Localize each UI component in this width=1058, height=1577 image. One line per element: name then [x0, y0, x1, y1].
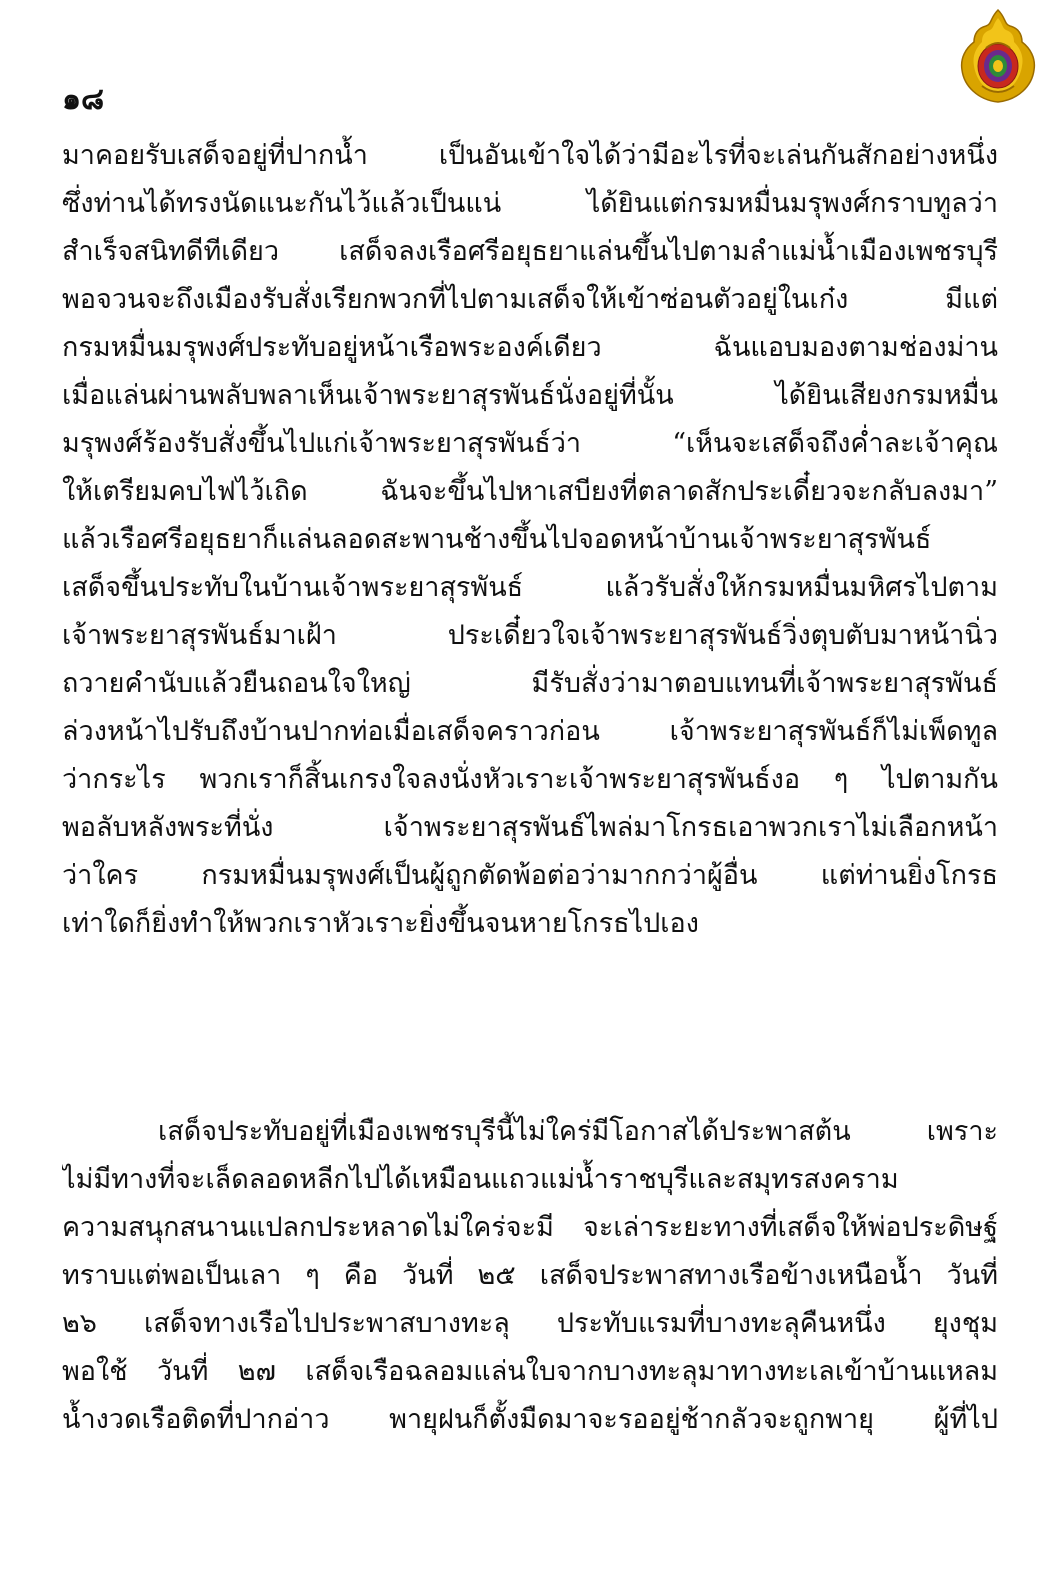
text-line: พอจวนจะถึงเมืองรับสั่งเรียกพวกที่ไปตามเสด็จให้เข้าซ่อนตัวอยู่ในเก๋ง มีแต่	[62, 284, 998, 315]
text-line: ล่วงหน้าไปรับถึงบ้านปากท่อเมื่อเสด็จคราวก่อน เจ้าพระยาสุรพันธ์ก็ไม่เพ็ดทูล	[62, 716, 998, 747]
text-line: เท่าใดก็ยิ่งทำให้พวกเราหัวเราะยิ่งขึ้นจนหายโกรธไปเอง	[62, 908, 699, 939]
paragraph-2	[62, 1108, 998, 1444]
text-line: มาคอยรับเสด็จอยู่ที่ปากน้ำ เป็นอันเข้าใจได้ว่ามีอะไรที่จะเล่นกันสักอย่างหนึ่ง	[62, 140, 998, 171]
page-number: ๑๘	[62, 82, 105, 117]
paragraph-1	[62, 132, 998, 948]
text-line: เสด็จขึ้นประทับในบ้านเจ้าพระยาสุรพันธ์ แล้วรับสั่งให้กรมหมื่นมหิศรไปตาม	[62, 572, 998, 603]
text-line: มรุพงศ์ร้องรับสั่งขึ้นไปแก่เจ้าพระยาสุรพันธ์ว่า “เห็นจะเสด็จถึงค่ำละเจ้าคุณ	[62, 428, 998, 459]
text-line: เสด็จประทับอยู่ที่เมืองเพชรบุรีนี้ไม่ใคร่มีโอกาสได้ประพาสต้น เพราะ	[158, 1116, 998, 1147]
text-line: กรมหมื่นมรุพงศ์ประทับอยู่หน้าเรือพระองค์เดียว ฉันแอบมองตามช่องม่าน	[62, 332, 998, 363]
text-line: เจ้าพระยาสุรพันธ์มาเฝ้า ประเดี๋ยวใจเจ้าพระยาสุรพันธ์วิ่งตุบตับมาหน้านิ่ว	[62, 620, 998, 651]
text-line: ถวายคำนับแล้วยืนถอนใจใหญ่ มีรับสั่งว่ามาตอบแทนที่เจ้าพระยาสุรพันธ์	[62, 668, 998, 699]
text-line: ไม่มีทางที่จะเล็ดลอดหลีกไปได้เหมือนแถวแม่น้ำราชบุรีและสมุทรสงคราม	[62, 1164, 899, 1195]
text-line: ๒๖ เสด็จทางเรือไปประพาสบางทะลุ ประทับแรมที่บางทะลุคืนหนึ่ง ยุงชุม	[62, 1308, 998, 1339]
text-line: พอใช้ วันที่ ๒๗ เสด็จเรือฉลอมแล่นใบจากบางทะลุมาทางทะเลเข้าบ้านแหลม	[62, 1356, 998, 1387]
text-line: ว่าใคร กรมหมื่นมรุพงศ์เป็นผู้ถูกตัดพ้อต่อว่ามากกว่าผู้อื่น แต่ท่านยิ่งโกรธ	[62, 860, 998, 891]
text-line: พอลับหลังพระที่นั่ง เจ้าพระยาสุรพันธ์ไพล่มาโกรธเอาพวกเราไม่เลือกหน้า	[62, 812, 998, 843]
text-line: ให้เตรียมคบไฟไว้เถิด ฉันจะขึ้นไปหาเสบียงที่ตลาดสักประเดี๋ยวจะกลับลงมา”	[62, 476, 998, 507]
text-line: สำเร็จสนิทดีทีเดียว เสด็จลงเรือศรีอยุธยาแล่นขึ้นไปตามลำแม่น้ำเมืองเพชรบุรี	[62, 236, 998, 267]
text-line: ซึ่งท่านได้ทรงนัดแนะกันไว้แล้วเป็นแน่ ได้ยินแต่กรมหมื่นมรุพงศ์กราบทูลว่า	[62, 188, 998, 219]
text-line: ว่ากระไร พวกเราก็สิ้นเกรงใจลงนั่งหัวเราะเจ้าพระยาสุรพันธ์งอ ๆ ไปตามกัน	[62, 764, 998, 795]
text-line: เมื่อแล่นผ่านพลับพลาเห็นเจ้าพระยาสุรพันธ์นั่งอยู่ที่นั้น ได้ยินเสียงกรมหมื่น	[62, 380, 998, 411]
text-line: ความสนุกสนานแปลกประหลาดไม่ใคร่จะมี จะเล่าระยะทางที่เสด็จให้พ่อประดิษฐ์	[62, 1212, 998, 1243]
text-line: น้ำงวดเรือติดที่ปากอ่าว พายุฝนก็ตั้งมืดมาจะรออยู่ช้ากลัวจะถูกพายุ ผู้ที่ไป	[62, 1404, 998, 1435]
thai-government-seal-icon	[956, 8, 1040, 104]
text-line: ทราบแต่พอเป็นเลา ๆ คือ วันที่ ๒๕ เสด็จประพาสทางเรือข้างเหนือน้ำ วันที่	[62, 1260, 998, 1291]
text-line: แล้วเรือศรีอยุธยาก็แล่นลอดสะพานช้างขึ้นไปจอดหน้าบ้านเจ้าพระยาสุรพันธ์	[62, 524, 932, 555]
